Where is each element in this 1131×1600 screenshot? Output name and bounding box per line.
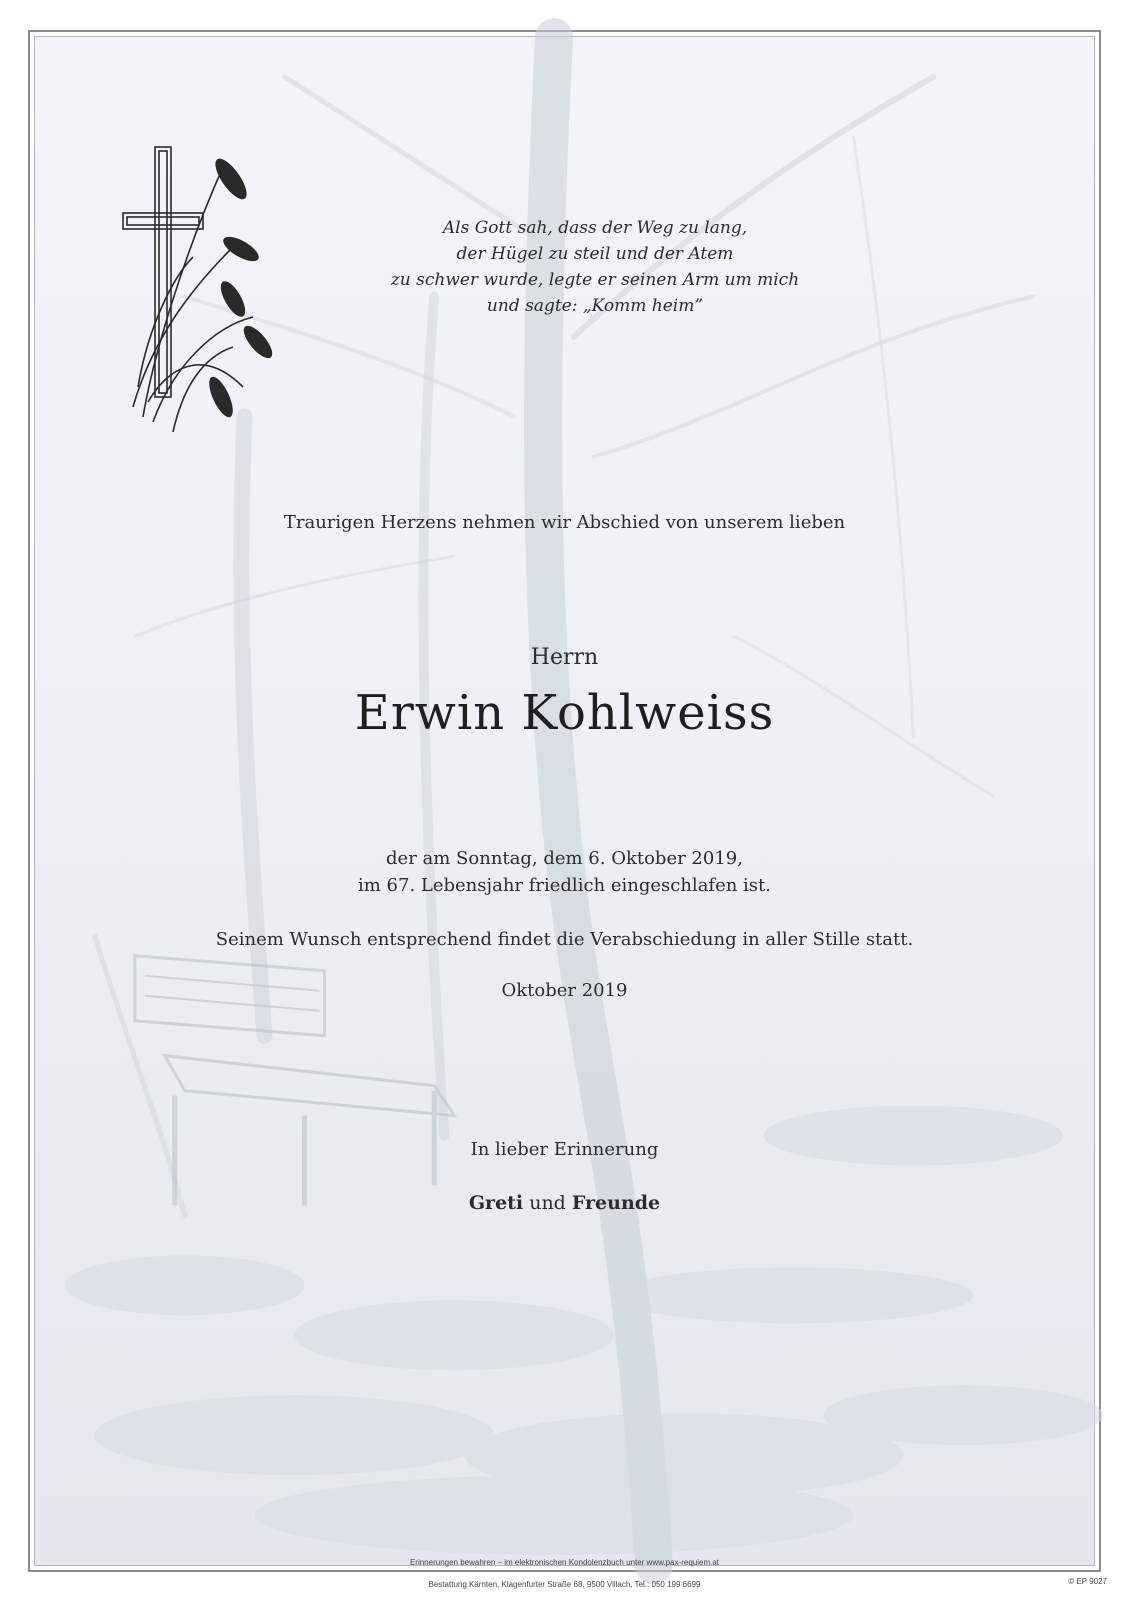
intro-text: Traurigen Herzens nehmen wir Abschied von unserem lieben <box>283 512 846 533</box>
signer-name: Freunde <box>571 1192 661 1214</box>
signers <box>35 1192 1094 1214</box>
poem-line: der Hügel zu steil und der Atem <box>456 244 734 264</box>
poem-line: zu schwer wurde, legte er seinen Arm um mich <box>390 270 800 290</box>
poem <box>95 215 1095 319</box>
signer-connector: und <box>529 1192 566 1214</box>
remembrance-line: In lieber Erinnerung <box>470 1139 659 1160</box>
honorific: Herrn <box>530 645 599 670</box>
footer-condolence-line: Erinnerungen bewahren – im elektronischen Kondolenzbuch unter www.pax-requiem.at <box>409 1558 720 1567</box>
signer-name: Greti <box>468 1192 524 1214</box>
deceased-name: Erwin Kohlweiss <box>354 685 775 741</box>
print-code: © EP 9027 <box>1068 1577 1107 1586</box>
age-line: im 67. Lebensjahr friedlich eingeschlafen ist. <box>358 875 771 896</box>
death-details <box>35 845 1094 899</box>
farewell-notice: Seinem Wunsch entsprechend findet die Verabschiedung in aller Stille statt. <box>215 929 914 950</box>
notice-date: Oktober 2019 <box>501 980 628 1001</box>
death-date-line: der am Sonntag, dem 6. Oktober 2019, <box>386 848 743 869</box>
poem-line: Als Gott sah, dass der Weg zu lang, <box>442 218 748 238</box>
poem-line: und sagte: „Komm heim” <box>486 296 704 316</box>
footer-undertaker-line: Bestattung Kärnten, Klagenfurter Straße 68, 9500 Villach, Tel.: 050 199 6699 <box>428 1580 701 1589</box>
